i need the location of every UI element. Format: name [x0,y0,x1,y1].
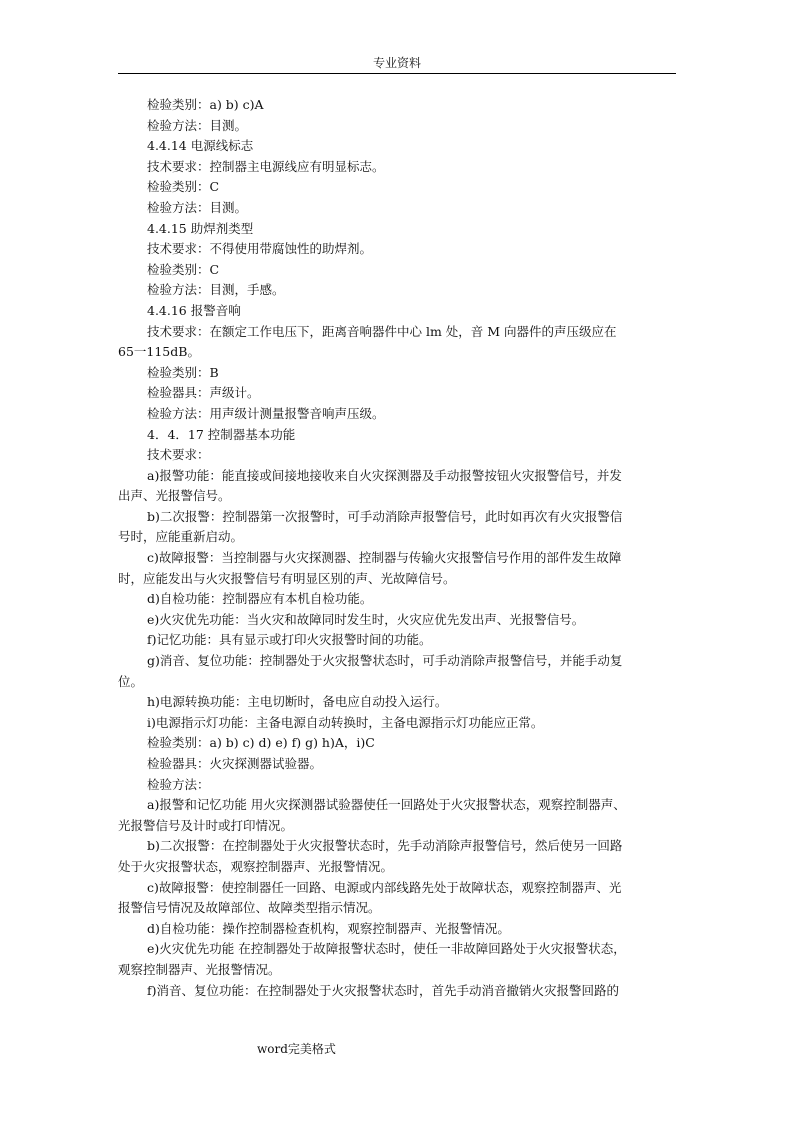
text-line: 出声、光报警信号。 [118,488,231,504]
text-line: b)二次报警：控制器第一次报警时，可手动消除声报警信号，此时如再次有火灾报警信 [147,508,623,524]
text-line: 65一115dB。 [118,344,200,360]
text-line: 检验方法：目测，手感。 [147,282,285,298]
text-line: 检验器具：声级计。 [147,385,260,401]
text-line: 号时，应能重新启动。 [118,529,244,545]
text-line: 检验类别：B [147,364,219,380]
text-line: 检验类别：a) b) c)A [147,97,264,112]
text-line: c)故障报警：当控制器与火灾探测器、控制器与传输火灾报警信号作用的部件发生故障 [147,550,622,566]
text-line: 检验类别：C [147,179,220,195]
text-line: a)报警功能：能直接或间接地接收来自火灾探测器及手动报警按钮火灾报警信号，并发 [147,467,622,483]
text-line: 检验方法： [147,776,210,792]
text-line: 4.4.14 电源线标志 [147,138,254,154]
text-line: 光报警信号及计时或打印情况。 [118,817,294,833]
text-line: 处于火灾报警状态，观察控制器声、光报警情况。 [118,858,394,874]
text-line: 技术要求：不得使用带腐蚀性的助焊剂。 [147,241,373,257]
text-line: 4．4．17 控制器基本功能 [147,426,296,442]
document-body [118,95,678,1001]
text-line: e)火灾优先功能：当火灾和故障同时发生时，火灾应优先发出声、光报警信号。 [147,611,585,627]
text-line: 观察控制器声、光报警情况。 [118,961,281,977]
text-line: 检验器具：火灾探测器试验器。 [147,756,323,771]
text-line: 时，应能发出与火灾报警信号有明显区别的声、光故障信号。 [118,570,456,586]
text-line: g)消音、复位功能：控制器处于火灾报警状态时，可手动消除声报警信号，并能手动复 [147,653,623,669]
text-line: f)消音、复位功能：在控制器处于火灾报警状态时，首先手动消音撤销火灾报警回路的 [147,982,620,998]
text-line: h)电源转换功能：主电切断时，备电应自动投入运行。 [147,694,448,710]
text-line: 检验方法：目测。 [147,199,248,215]
text-line: 检验类别：C [147,261,220,277]
text-line: e)火灾优先功能 在控制器处于故障报警状态时，使任一非故障回路处于火灾报警状态， [147,941,626,957]
text-line: a)报警和记忆功能 用火灾探测器试验器使任一回路处于火灾报警状态，观察控制器声、 [147,797,626,813]
page-header: 专业资料 [372,56,421,70]
text-line: 检验方法：目测。 [147,117,248,133]
text-line: 4.4.16 报警音响 [147,302,241,318]
text-line: 4.4.15 助焊剂类型 [147,220,254,236]
text-line: d)自检功能：操作控制器检查机构，观察控制器声、光报警情况。 [147,920,510,936]
text-line: 检验类别：a) b) c) d) e) f) g) h)A，i)C [147,735,375,751]
text-line: 位。 [118,673,144,689]
text-line: b)二次报警：在控制器处于火灾报警状态时，先手动消除声报警信号，然后使另一回路 [147,838,623,854]
text-line: c)故障报警：使控制器任一回路、电源或内部线路先处于故障状态，观察控制器声、光 [147,879,622,895]
page-footer: word完美格式 [257,1042,336,1056]
header-rule [118,73,676,74]
text-line: 技术要求：在额定工作电压下，距离音响器件中心 lm 处，音 M 向器件的声压级应在 [147,323,617,339]
text-line: i)电源指示灯功能：主备电源自动转换时，主备电源指示灯功能应正常。 [147,714,544,730]
text-line: 报警信号情况及故障部位、故障类型指示情况。 [118,900,381,916]
text-line: f)记忆功能：具有显示或打印火灾报警时间的功能。 [147,632,432,648]
text-line: 技术要求：控制器主电源线应有明显标志。 [147,158,385,174]
text-line: 检验方法：用声级计测量报警音响声压级。 [147,405,385,421]
text-line: 技术要求： [147,447,210,463]
text-line: d)自检功能：控制器应有本机自检功能。 [147,591,373,607]
